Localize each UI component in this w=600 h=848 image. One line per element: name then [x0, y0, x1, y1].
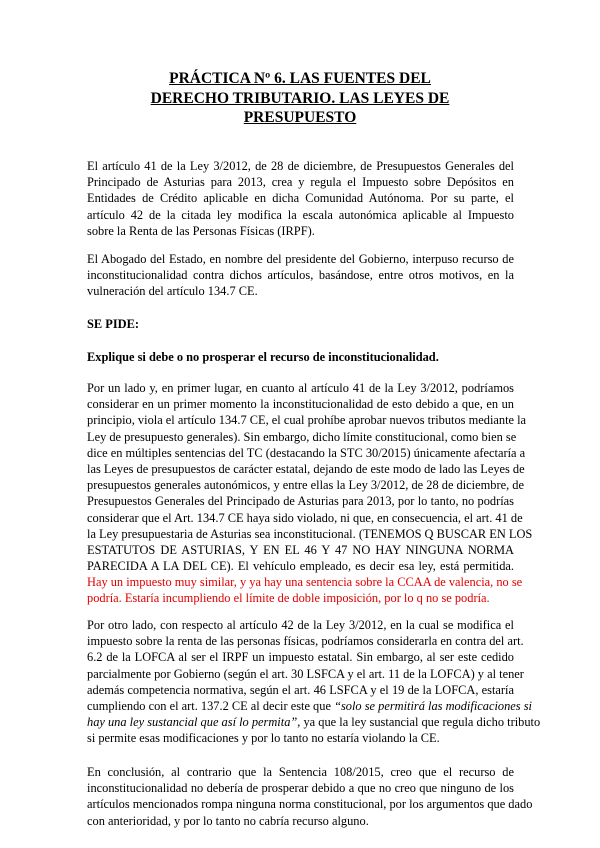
- text-line: considerar en un primer momento la inconstitucionalidad de esto debido a que, en un: [87, 397, 514, 412]
- question: Explique si debe o no prosperar el recurso de inconstitucionalidad.: [87, 350, 439, 364]
- text-line: hay una ley sustancial que así lo permita”, ya que la ley sustancial que regula dicho tributo: [87, 715, 541, 730]
- document-title: [100, 69, 500, 128]
- paragraph-answer-art42: [87, 617, 541, 747]
- text-line: artículos mencionados rompa ninguna norma constitucional, por los argumentos que dado: [87, 797, 533, 812]
- text-line: El Abogado del Estado, en nombre del presidente del Gobierno, interpuso recurso de: [87, 252, 514, 266]
- text-line: presupuestos generales autonómicos, y entre ellas la Ley 3/2012, de 28 de diciembre, de: [87, 478, 524, 493]
- text-line: con anterioridad, y por lo tanto no cabría recurso alguno.: [87, 813, 369, 828]
- title-line-3: PRESUPUESTO: [243, 109, 357, 126]
- text-line: inconstitucionalidad contra dichos artículos, basándose, entre otros motivos, en la: [87, 268, 514, 283]
- text-line: Presupuestos Generales del Principado de Asturias para 2013, por lo tanto, no podrías: [87, 494, 514, 509]
- paragraph-appeal: [87, 251, 514, 300]
- red-note-line: Hay un impuesto muy similar, y ya hay una sentencia sobre la CCAA de valencia, no se: [87, 575, 523, 590]
- text-line: Principado de Asturias para 2013, crea y regula el Impuesto sobre Depósitos en: [87, 175, 514, 190]
- text-line: si permite esas modificaciones y por lo tanto no estaría violando la CE.: [87, 731, 440, 746]
- text-line: impuesto sobre la renta de las personas físicas, podríamos considerarla en contra del art.: [87, 634, 524, 649]
- text-line: dice en múltiples sentencias del TC (destacando la STC 30/2015) únicamente afectaría a: [87, 445, 526, 460]
- text-line: En conclusión, al contrario que la Sentencia 108/2015, creo que el recurso de: [87, 765, 514, 779]
- text-line: además competencia normativa, según el art. 46 LSFCA y el 19 de la LOFCA, estaría: [87, 682, 514, 697]
- se-pide-heading: SE PIDE:: [87, 317, 139, 331]
- paragraph-answer-art41: [87, 380, 533, 607]
- text-line: vulneración del artículo 134.7 CE.: [87, 284, 258, 299]
- text-line: considerar que el Art. 134.7 CE haya sido violado, ni que, en consecuencia, el art. 41 de: [87, 510, 523, 525]
- paragraph-conclusion: [87, 764, 533, 829]
- text-line: principio, viola el artículo 134.7 CE, el cual prohíbe aprobar nuevos tributos mediante la: [87, 413, 527, 428]
- text-line: Por otro lado, con respecto al artículo 42 de la Ley 3/2012, en la cual se modifica el: [87, 618, 514, 632]
- paragraph-statement: [87, 158, 514, 239]
- text-line: parcialmente por Gobierno (según el art. 30 LSFCA y el art. 11 de la LOFCA) y al tener: [87, 666, 524, 681]
- text-line: PARECIDA A LA DEL CE). El vehículo empleado, es decir esa ley, está permitida.: [87, 559, 514, 574]
- text-line: sobre la Renta de las Personas Físicas (IRPF).: [87, 223, 315, 238]
- text-line: El artículo 41 de la Ley 3/2012, de 28 de diciembre, de Presupuestos Generales del: [87, 159, 514, 173]
- red-note-line: podría. Estaría incumpliendo el límite de doble imposición, por lo q no se podría.: [87, 591, 490, 606]
- text-line: cumpliendo con el art. 137.2 CE al decir este que “solo se permitirá las modificaciones si: [87, 698, 532, 713]
- text-line: artículo 42 de la citada ley modifica la escala autonómica aplicable al Impuesto: [87, 207, 514, 222]
- text-line: Entidades de Crédito aplicable en dicha Comunidad Autónoma. Por su parte, el: [87, 191, 514, 206]
- title-line-1: PRÁCTICA Nº 6. LAS FUENTES DEL: [169, 70, 431, 87]
- text-line: inconstitucionalidad no debería de prosperar debido a que no creo que ninguno de los: [87, 781, 514, 796]
- text-line: las Leyes de presupuestos de carácter estatal, dejando de este modo de lado las Leyes de: [87, 461, 525, 476]
- quote-part-2: hay una ley sustancial que así lo permita”: [87, 715, 298, 730]
- title-line-2: DERECHO TRIBUTARIO. LAS LEYES DE: [150, 89, 450, 107]
- text-line: Ley de presupuesto generales). Sin embargo, dicho límite constitucional, como bien se: [87, 429, 517, 444]
- text-line: ESTATUTOS DE ASTURIAS, Y EN EL 46 Y 47 NO HAY NINGUNA NORMA: [87, 542, 514, 557]
- quote-part-1: “solo se permitirá las modificaciones si: [334, 698, 532, 713]
- text-line: Por un lado y, en primer lugar, en cuanto al artículo 41 de la Ley 3/2012, podríamos: [87, 381, 514, 395]
- text-line: la Ley presupuestaria de Asturias sea inconstitucional. (TENEMOS Q BUSCAR EN LOS: [87, 526, 533, 541]
- text-line: 6.2 de la LOFCA al ser el IRPF un impuesto estatal. Sin embargo, al ser este cedido: [87, 650, 514, 665]
